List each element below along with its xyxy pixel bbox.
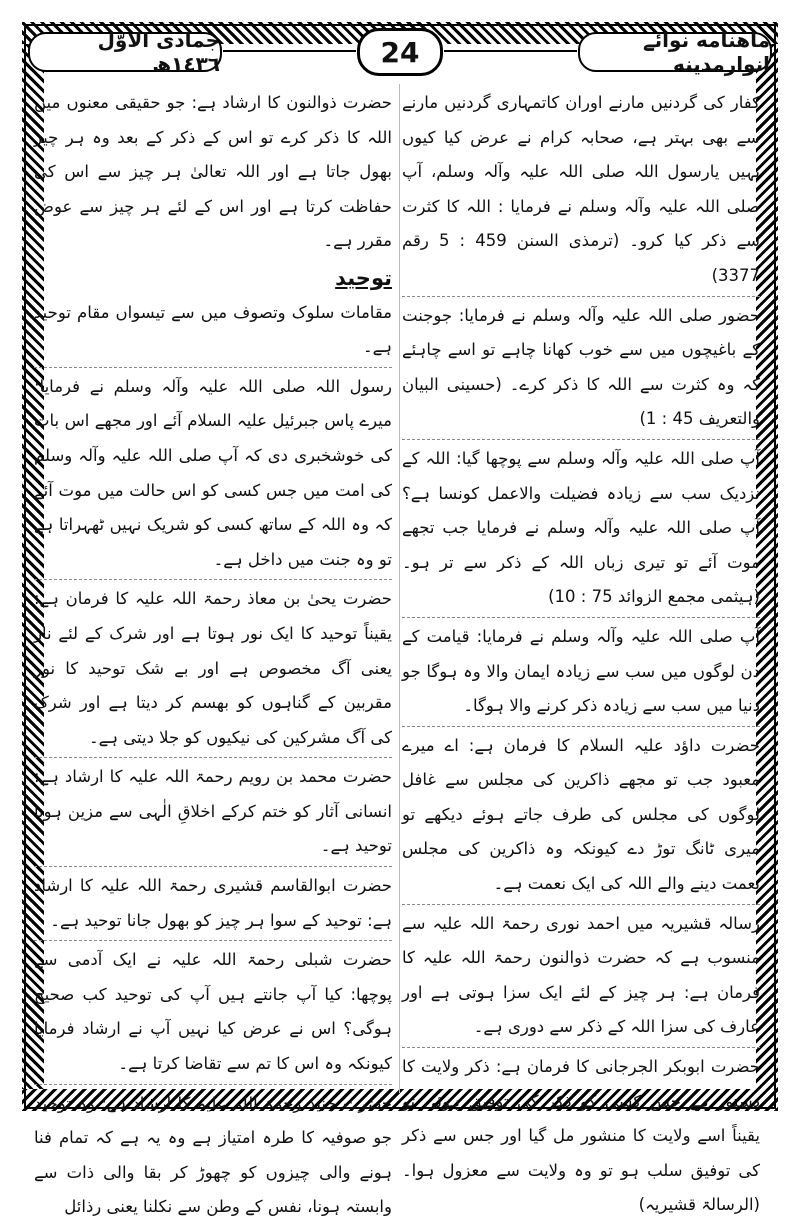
paragraph-separator bbox=[34, 579, 392, 580]
header-rule-left bbox=[223, 50, 356, 52]
column-divider bbox=[399, 84, 400, 1093]
page-number: 24 bbox=[357, 28, 443, 76]
paragraph-separator bbox=[402, 904, 760, 905]
paragraph: حضور صلی اللہ علیہ وآلہ وسلم نے فرمایا: جوجنت کے باغیچوں میں سے خوب کھانا چاہے تو اسے چاہئے کہ وہ کثرت سے اللہ کا ذکر کرے۔ (حسینی البیان والتعریف 45 : 1) bbox=[402, 305, 760, 429]
paragraph-separator bbox=[34, 940, 392, 941]
page-header bbox=[28, 28, 772, 76]
paragraph: حضرت یحیٰ بن معاذ رحمۃ اللہ علیہ کا فرمان ہے: یقیناً توحید کا ایک نور ہوتا ہے اور شرک کے لئے نار یعنی آگ مخصوص ہے اور بے شک توحید کا نور مقربین کے گناہوں کو بھسم کر دیتا ہے اور شرک کی آگ مشرکین کی نیکیوں کو جلا دیتی ہے۔ bbox=[34, 589, 392, 747]
paragraph-separator bbox=[34, 367, 392, 368]
paragraph-separator bbox=[34, 757, 392, 758]
paragraph: مقامات سلوک وتصوف میں سے تیسواں مقام توحید ہے۔ bbox=[34, 302, 392, 357]
paragraph-separator bbox=[402, 296, 760, 297]
paragraph: کفار کی گردنیں مارنے اوران کاتمہاری گردنیں مارنے سے بھی بہتر ہے، صحابہ کرام نے عرض کیا کیوں نہیں یارسول اللہ صلی اللہ علیہ وآلہ وسلم، آپ صلی اللہ علیہ وآلہ وسلم نے فرمایا : اللہ کا کثرت سے ذکر کیا کرو۔ (ترمذی السنن 459 : 5 رقم 3377) bbox=[402, 93, 760, 285]
paragraph-separator bbox=[402, 1047, 760, 1048]
magazine-title: ماهنامه نوائے انوارمدینه bbox=[578, 32, 772, 72]
paragraph-separator bbox=[402, 726, 760, 727]
paragraph-separator bbox=[34, 1084, 392, 1085]
header-rule-right bbox=[444, 50, 577, 52]
paragraph: رسالہ قشیریہ میں احمد نوری رحمۃ اللہ علیہ سے منسوب ہے کہ حضرت ذوالنون رحمۃ اللہ علیہ کا فرمان ہے: ہر چیز کے لئے ایک سزا ہوتی ہے اور عارف کی سزا اللہ کے ذکر سے دوری ہے۔ bbox=[402, 913, 760, 1037]
paragraph: حضرت جنید رحمۃ اللہ علیہ کا ارشاد ہے: وہ توحید جو صوفیہ کا طرہ امتیاز ہے وہ یہ ہے کہ تمام فنا ہونے والی چیزوں کو چھوڑ کر بقا والی ذات سے وابستہ ہونا، نفس کے وطن سے نکلنا یعنی رذائل bbox=[34, 1093, 392, 1217]
paragraph-separator bbox=[34, 866, 392, 867]
paragraph: حضرت ذوالنون کا ارشاد ہے: جو حقیقی معنوں میں اللہ کا ذکر کرے تو اس کے ذکر کے بعد وہ ہر چیز بھول جاتا ہے اور اللہ تعالیٰ ہر چیز سے اس کی حفاظت کرتا ہے اور اس کے لئے ہر چیز سے عوض مقرر ہے۔ bbox=[34, 93, 392, 251]
paragraph: رسول اللہ صلی اللہ علیہ وآلہ وسلم نے فرمایا: میرے پاس جبرئیل علیہ السلام آئے اور مجھے اس بات کی خوشخبری دی کہ آپ صلی اللہ علیہ وآلہ وسلم کی امت میں جس کسی کو اس حالت میں موت آئے کہ وہ اللہ کے ساتھ کسی کو شریک نہیں ٹھہراتا ہے تو وہ جنت میں داخل ہے۔ bbox=[34, 376, 392, 569]
paragraph: حضرت ابوبکر الجرجانی کا فرمان ہے: ذکر ولایت کا دستور ہے جس کسی کو ذکر کی توفیق ہوئی تو یقیناً اسے ولایت کا منشور مل گیا اور جس سے ذکر کی توفیق سلب ہو تو وہ ولایت سے معزول ہوا۔ (الرسالۃ قشیریہ) bbox=[402, 1057, 760, 1215]
right-column bbox=[402, 86, 760, 1225]
section-heading: توحید bbox=[335, 265, 392, 290]
paragraph-separator bbox=[402, 439, 760, 440]
paragraph: آپ صلی اللہ علیہ وآلہ وسلم نے فرمایا: قیامت کے دن لوگوں میں سب سے زیادہ ایمان والا وہ ہوگا جو دنیا میں سب سے زیادہ ذکر کرنے والا ہوگا۔ bbox=[402, 626, 760, 716]
paragraph-separator bbox=[402, 617, 760, 618]
paragraph: حضرت داؤد علیہ السلام کا فرمان ہے: اے میرے معبود جب تو مجھے ذاکرین کی مجلس سے غافل لوگوں کی مجلس کی طرف جاتے ہوئے دیکھے تو میری ٹانگ توڑ دے کیونکہ وہ ذاکرین کی مجلس نعمت دینے والے اللہ کی ایک نعمت ہے۔ bbox=[402, 735, 760, 894]
paragraph: حضرت ابوالقاسم قشیری رحمۃ اللہ علیہ کا ارشاد ہے: توحید کے سوا ہر چیز کو بھول جانا توحید ہے۔ bbox=[34, 876, 392, 930]
issue-month: جمادی الاوّل ١٤٣٦ھ bbox=[28, 32, 222, 72]
paragraph: حضرت محمد بن رویم رحمۃ اللہ علیہ کا ارشاد ہے: انسانی آثار کو ختم کرکے اخلاقِ الٰہی سے مزین ہونا توحید ہے۔ bbox=[34, 767, 392, 856]
paragraph: حضرت شبلی رحمۃ اللہ علیہ نے ایک آدمی سے پوچھا: کیا آپ جانتے ہیں آپ کی توحید کب صحیح ہوگی؟ اس نے عرض کیا نہیں آپ نے ارشاد فرمایا کیونکہ وہ اس کا تم سے تقاضا کرتا ہے۔ bbox=[34, 950, 392, 1074]
left-column bbox=[34, 86, 392, 1227]
paragraph: آپ صلی اللہ علیہ وآلہ وسلم سے پوچھا گیا: اللہ کے نزدیک سب سے زیادہ فضیلت والاعمل کونسا ہے؟ آپ صلی اللہ علیہ وآلہ وسلم نے فرمایا جب تجھے موت آئے تو تیری زباں اللہ کے ذکر سے تر ہو۔ (ہیثمی مجمع الزوائد 75 : 10) bbox=[402, 448, 760, 607]
